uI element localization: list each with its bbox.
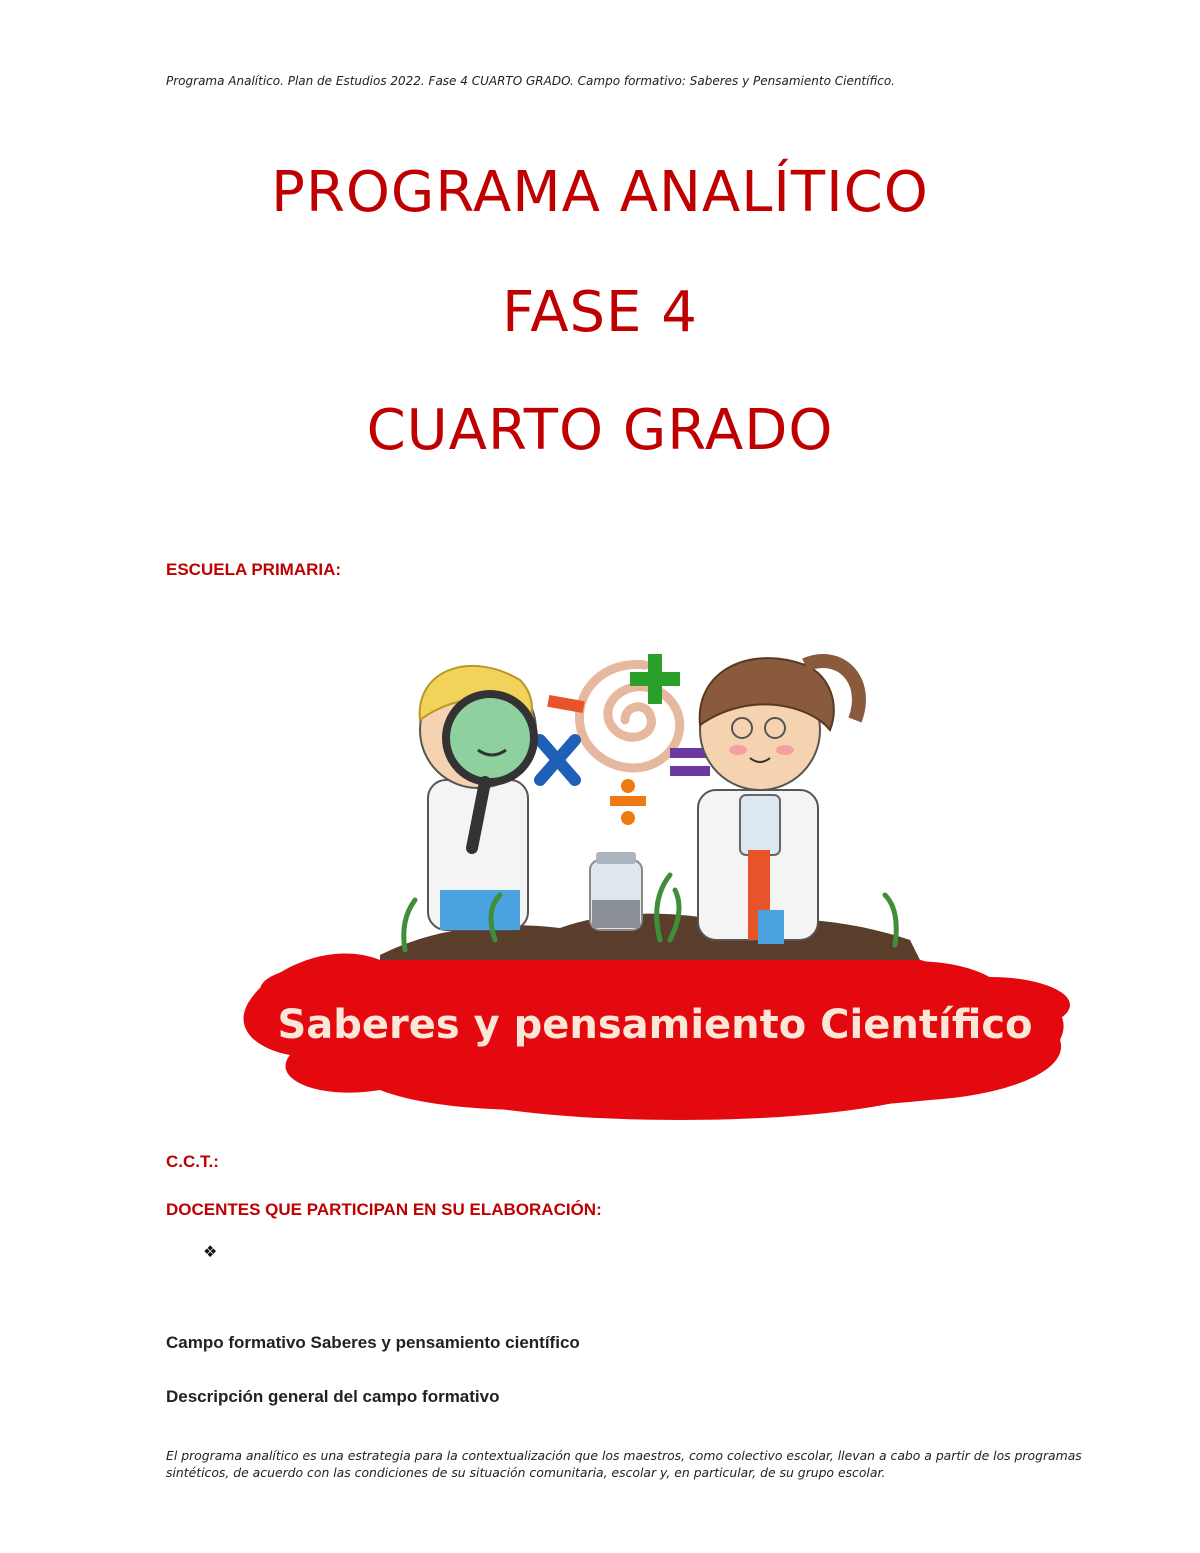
descripcion-heading: Descripción general del campo formativo (166, 1387, 500, 1406)
times-icon (540, 740, 575, 780)
campo-formativo-heading: Campo formativo Saberes y pensamiento científico (166, 1333, 580, 1352)
title-programa-analitico: PROGRAMA ANALÍTICO (271, 160, 929, 225)
banner-text: Saberes y pensamiento Científico (277, 1002, 1033, 1048)
bullet-icon: ❖ (203, 1242, 218, 1261)
docentes-label: DOCENTES QUE PARTICIPAN EN SU ELABORACIÓN: (166, 1200, 602, 1219)
girl-scientist (698, 658, 859, 944)
cct-label: C.C.T.: (166, 1152, 219, 1171)
intro-paragraph: El programa analítico es una estrategia para la contextualización que los maestros, como colectivo escolar, llevan a cabo a partir de los programas sintéticos, de acuerdo con las condiciones de su situación comunitaria, escolar y, en particular, de su grupo escolar. (166, 1448, 1082, 1480)
boy-scientist (420, 666, 536, 930)
page-header: Programa Analítico. Plan de Estudios 2022. Fase 4 CUARTO GRADO. Campo formativo: Saberes y Pensamiento Científico. (166, 74, 895, 88)
title-fase: FASE 4 (502, 280, 698, 345)
escuela-primaria-label: ESCUELA PRIMARIA: (166, 560, 342, 579)
title-grado: CUARTO GRADO (366, 398, 834, 463)
scientists-illustration (230, 610, 1080, 1120)
divide-icon (610, 779, 646, 825)
jar (590, 852, 642, 930)
